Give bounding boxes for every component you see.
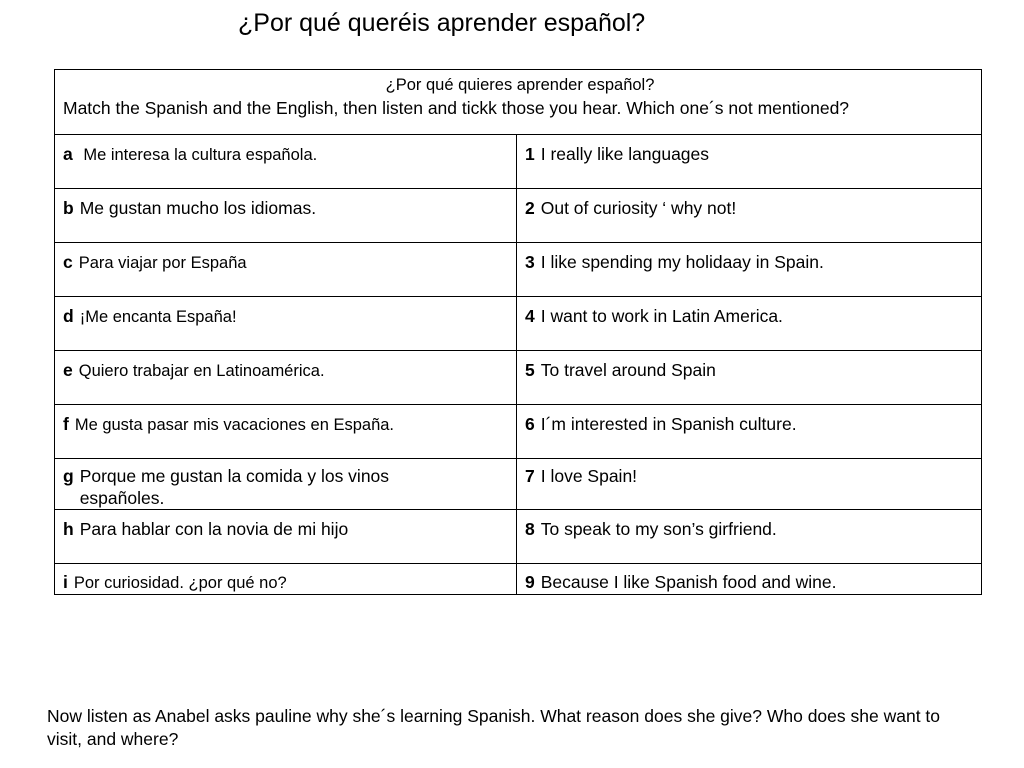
english-key: 1	[525, 144, 535, 164]
spanish-key: i	[63, 572, 68, 592]
table-row	[55, 135, 982, 189]
english-cell	[517, 243, 982, 297]
english-text: I like spending my holidaay in Spain.	[540, 252, 824, 272]
table-intro-cell	[55, 70, 982, 135]
spanish-text: Para viajar por España	[78, 254, 247, 272]
english-text: To travel around Spain	[540, 360, 716, 380]
table-row	[55, 564, 982, 595]
spanish-key: a	[63, 144, 73, 164]
spanish-cell	[55, 510, 517, 564]
spanish-text: Por curiosidad. ¿por qué no?	[73, 574, 287, 592]
english-cell	[517, 405, 982, 459]
english-key: 6	[525, 414, 535, 434]
english-cell	[517, 189, 982, 243]
table-row	[55, 351, 982, 405]
spanish-key: f	[63, 414, 69, 434]
spanish-cell	[55, 564, 517, 595]
spanish-text: Porque me gustan la comida y los vinos españoles.	[79, 466, 390, 508]
page-title: ¿Por qué queréis aprender español?	[238, 9, 646, 37]
english-text: Out of curiosity ‘ why not!	[540, 198, 737, 218]
table-header-row	[55, 70, 982, 135]
english-key: 7	[525, 466, 535, 486]
spanish-text: Quiero trabajar en Latinoamérica.	[78, 362, 325, 380]
english-key: 2	[525, 198, 535, 218]
english-cell	[517, 297, 982, 351]
english-cell	[517, 459, 982, 510]
spanish-key: d	[63, 306, 74, 326]
spanish-cell	[55, 189, 517, 243]
spanish-key: e	[63, 360, 73, 380]
english-cell	[517, 510, 982, 564]
table-row	[55, 243, 982, 297]
english-text: I love Spain!	[540, 466, 638, 486]
english-key: 8	[525, 519, 535, 539]
spanish-key: h	[63, 519, 74, 539]
spanish-cell	[55, 135, 517, 189]
english-key: 3	[525, 252, 535, 272]
english-text: I´m interested in Spanish culture.	[540, 414, 797, 434]
spanish-key: c	[63, 252, 73, 272]
table-row	[55, 459, 982, 510]
table-heading: ¿Por qué quieres aprender español?	[385, 76, 655, 94]
english-key: 9	[525, 572, 535, 592]
spanish-key: g	[63, 466, 74, 486]
english-text: To speak to my son’s girfriend.	[540, 519, 777, 539]
spanish-cell	[55, 405, 517, 459]
table-row	[55, 510, 982, 564]
listening-question: Now listen as Anabel asks pauline why she´s learning Spanish. What reason does she give? Who does she want to visit, and where?	[47, 706, 941, 749]
english-text: Because I like Spanish food and wine.	[540, 572, 837, 592]
english-key: 5	[525, 360, 535, 380]
table-instructions: Match the Spanish and the English, then listen and tickk those you hear. Which one´s not mentioned?	[63, 98, 850, 118]
table-row	[55, 405, 982, 459]
spanish-cell	[55, 459, 517, 510]
spanish-text: Para hablar con la novia de mi hijo	[79, 519, 349, 539]
table-row	[55, 189, 982, 243]
english-text: I really like languages	[540, 144, 710, 164]
spanish-text: Me gusta pasar mis vacaciones en España.	[74, 416, 394, 434]
spanish-cell	[55, 351, 517, 405]
english-cell	[517, 564, 982, 595]
spanish-text: ¡Me encanta España!	[79, 308, 237, 326]
table-row	[55, 297, 982, 351]
spanish-key: b	[63, 198, 74, 218]
matching-table	[54, 69, 982, 595]
spanish-cell	[55, 297, 517, 351]
spanish-text: Me interesa la cultura española.	[78, 146, 318, 164]
english-text: I want to work in Latin America.	[540, 306, 783, 326]
spanish-cell	[55, 243, 517, 297]
english-cell	[517, 135, 982, 189]
spanish-text: Me gustan mucho los idiomas.	[79, 198, 317, 218]
english-key: 4	[525, 306, 535, 326]
english-cell	[517, 351, 982, 405]
